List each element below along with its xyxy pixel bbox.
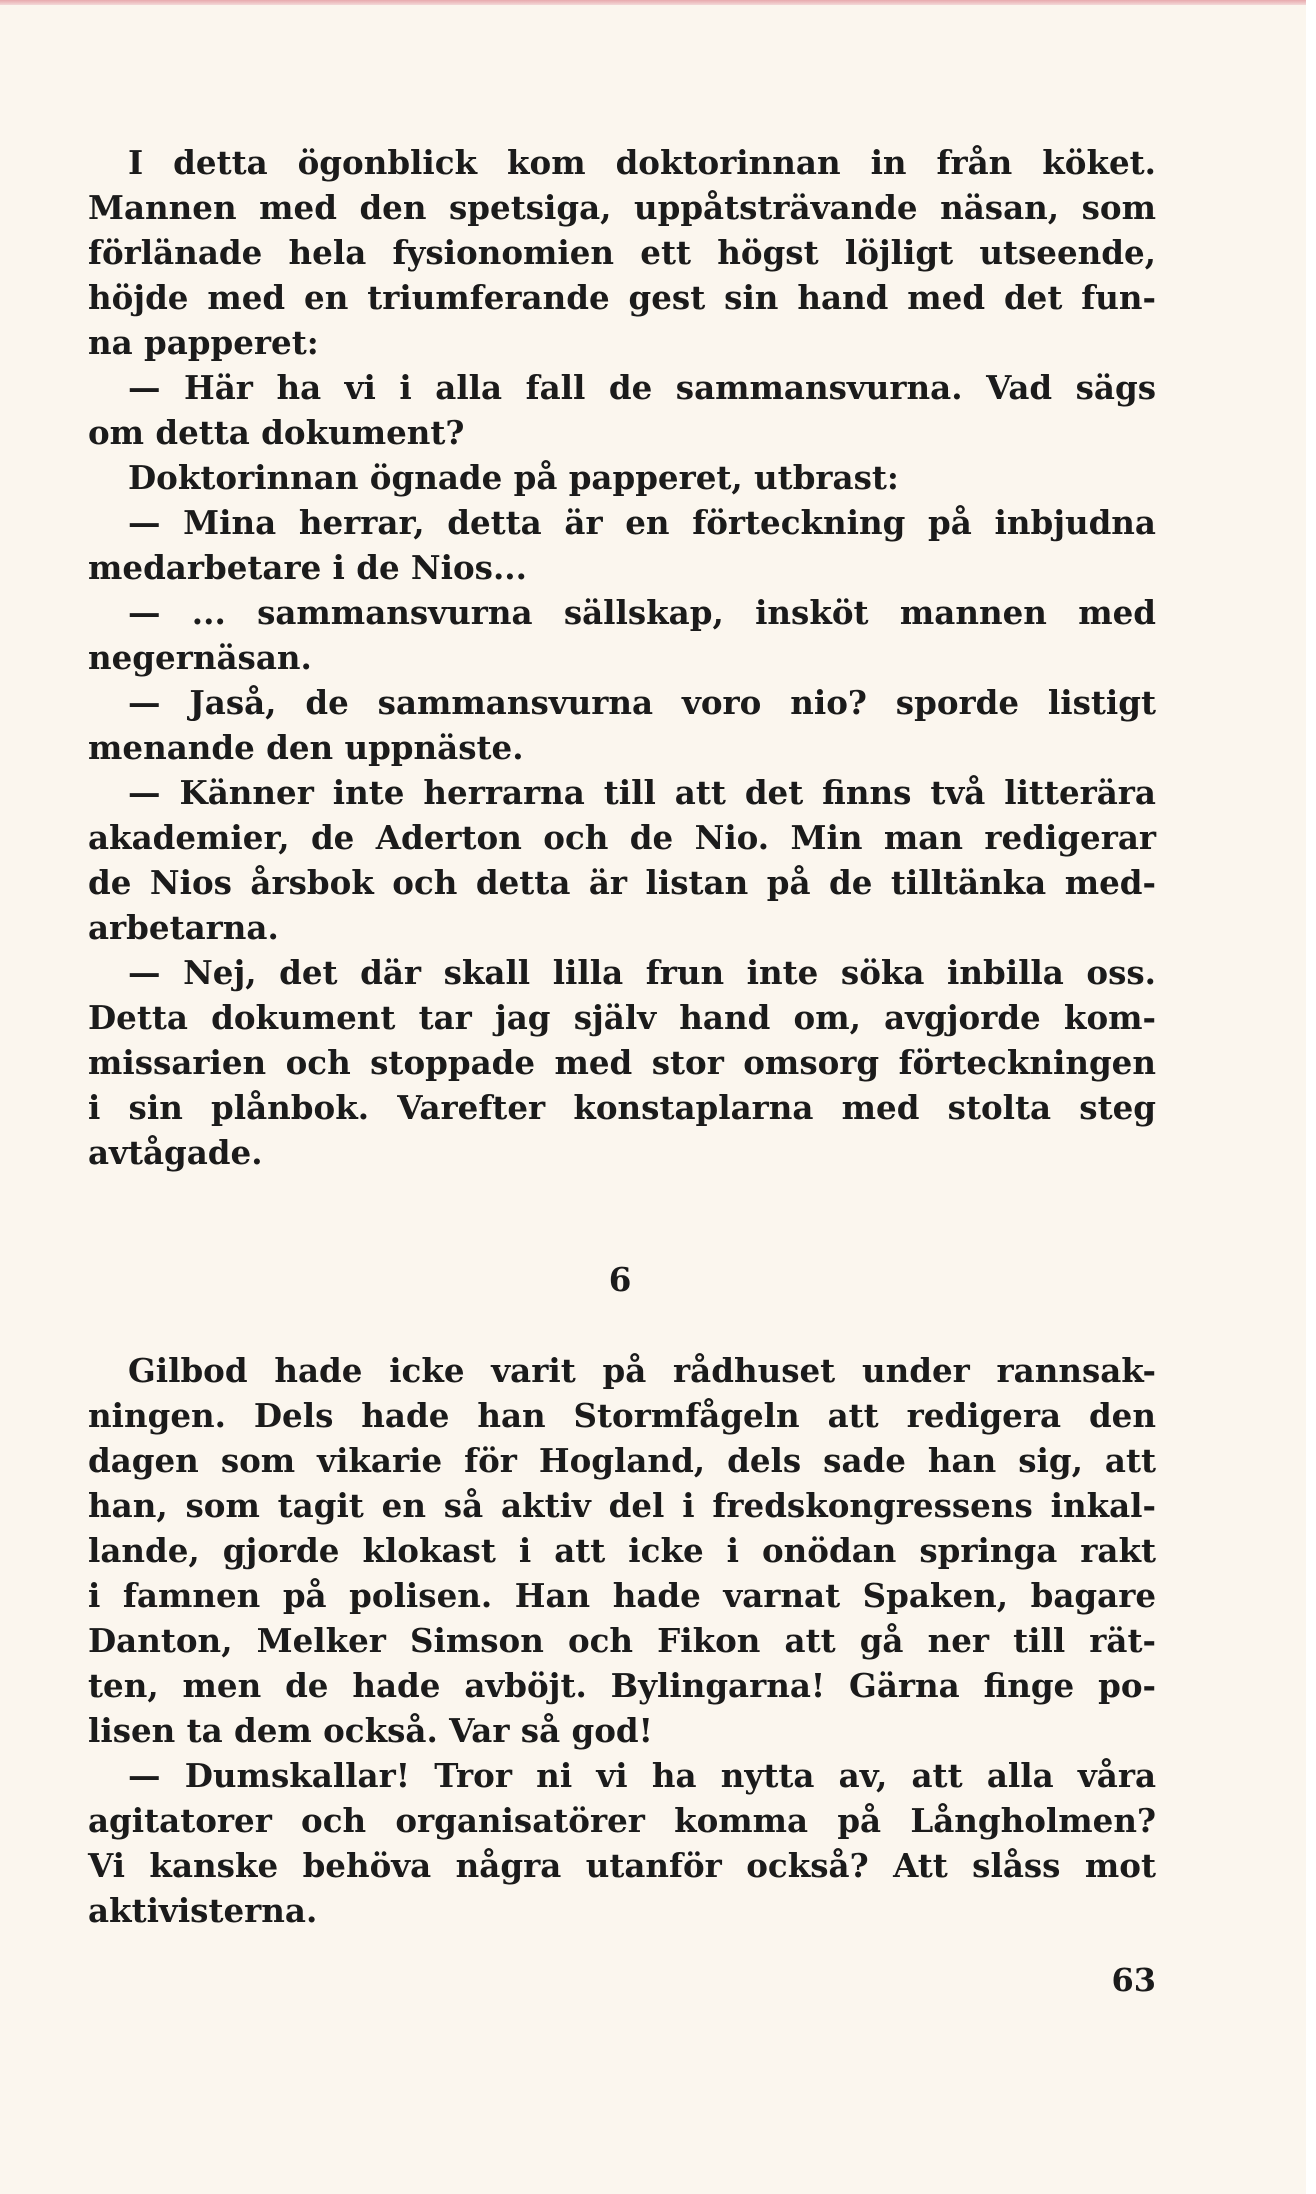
text-line: akademier, de Aderton och de Nio. Min man redigerar bbox=[88, 818, 1156, 857]
text-line: ten, men de hade avböjt. Bylingarna! Gärna finge po- bbox=[88, 1666, 1156, 1705]
text-line: Mannen med den spetsiga, uppåtsträvande näsan, som bbox=[88, 188, 1156, 227]
text-line: na papperet: bbox=[88, 323, 319, 362]
page-right-margin bbox=[1306, 0, 1316, 2194]
text-line: — Känner inte herrarna till att det finns två litterära bbox=[128, 773, 1156, 812]
text-line: I detta ögonblick kom doktorinnan in från köket. bbox=[128, 143, 1156, 182]
text-section-1 bbox=[88, 140, 1156, 1175]
text-line: förlänade hela fysionomien ett högst löjligt utseende, bbox=[88, 233, 1156, 272]
text-line: — ... sammansvurna sällskap, insköt mannen med bbox=[128, 593, 1156, 632]
text-line: — Mina herrar, detta är en förteckning på inbjudna bbox=[128, 503, 1156, 542]
text-line: menande den uppnäste. bbox=[88, 728, 524, 767]
text-line: lisen ta dem också. Var så god! bbox=[88, 1711, 653, 1750]
text-line: om detta dokument? bbox=[88, 413, 465, 452]
text-section-2 bbox=[88, 1348, 1156, 1933]
text-line: arbetarna. bbox=[88, 908, 279, 947]
text-line: negernäsan. bbox=[88, 638, 312, 677]
text-line: han, som tagit en så aktiv del i fredskongressens inkal- bbox=[88, 1486, 1156, 1525]
text-line: Gilbod hade icke varit på rådhuset under rannsak- bbox=[128, 1351, 1156, 1390]
text-line: Danton, Melker Simson och Fikon att gå ner till rät- bbox=[88, 1621, 1156, 1660]
text-line: Doktorinnan ögnade på papperet, utbrast: bbox=[128, 458, 899, 497]
page-top-edge bbox=[0, 0, 1316, 5]
text-line: — Jaså, de sammansvurna voro nio? sporde listigt bbox=[128, 683, 1156, 722]
text-line: ningen. Dels hade han Stormfågeln att redigera den bbox=[88, 1396, 1156, 1435]
text-line: Vi kanske behöva några utanför också? Att slåss mot bbox=[88, 1846, 1156, 1885]
text-line: — Dumskallar! Tror ni vi ha nytta av, att alla våra bbox=[128, 1756, 1156, 1795]
text-line: — Här ha vi i alla fall de sammansvurna. Vad sägs bbox=[128, 368, 1156, 407]
text-line: missarien och stoppade med stor omsorg förteckningen bbox=[88, 1043, 1156, 1082]
text-line: höjde med en triumferande gest sin hand med det fun- bbox=[88, 278, 1156, 317]
page-number: 63 bbox=[1111, 1961, 1156, 1999]
text-line: dagen som vikarie för Hogland, dels sade han sig, att bbox=[88, 1441, 1156, 1480]
text-line: aktivisterna. bbox=[88, 1891, 318, 1930]
text-line: avtågade. bbox=[88, 1133, 263, 1172]
text-line: — Nej, det där skall lilla frun inte söka inbilla oss. bbox=[128, 953, 1156, 992]
text-line: Detta dokument tar jag själv hand om, avgjorde kom- bbox=[88, 998, 1156, 1037]
text-line: agitatorer och organisatörer komma på Långholmen? bbox=[88, 1801, 1156, 1840]
text-line: medarbetare i de Nios... bbox=[88, 548, 527, 587]
chapter-number: 6 bbox=[608, 1260, 632, 1299]
text-line: de Nios årsbok och detta är listan på de tilltänka med- bbox=[88, 863, 1156, 902]
text-line: i sin plånbok. Varefter konstaplarna med stolta steg bbox=[88, 1088, 1156, 1127]
text-line: lande, gjorde klokast i att icke i onödan springa rakt bbox=[88, 1531, 1156, 1570]
text-line: i famnen på polisen. Han hade varnat Spaken, bagare bbox=[88, 1576, 1156, 1615]
